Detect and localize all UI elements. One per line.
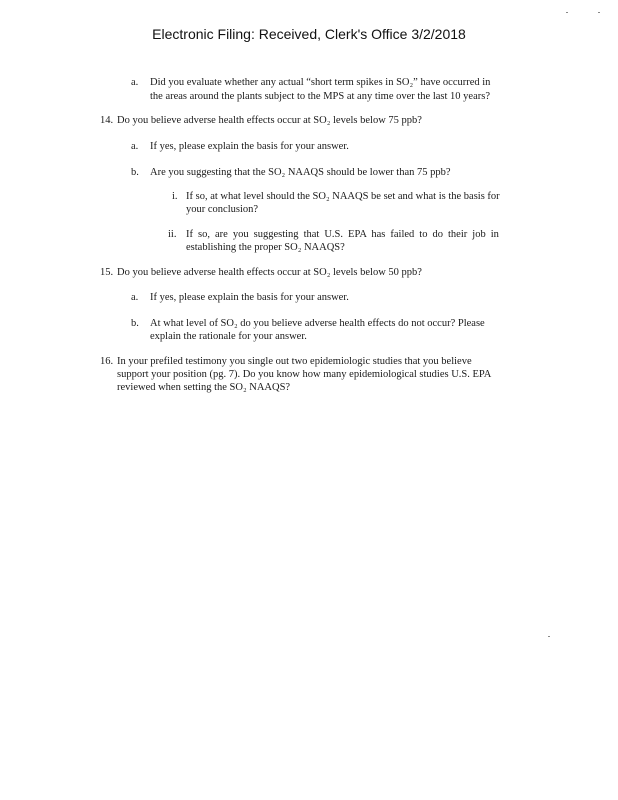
question-text: reviewed when setting the SO₂ NAAQS?	[117, 382, 291, 393]
question-text: If so, at what level should the SO₂ NAAQS be set and what is the basis for	[186, 191, 500, 202]
item-marker: b.	[131, 167, 139, 178]
question-number: 15.	[100, 267, 114, 278]
question-text: If yes, please explain the basis for your answer.	[150, 141, 349, 152]
item-marker: b.	[131, 318, 139, 329]
question-text: If yes, please explain the basis for your answer.	[150, 292, 349, 303]
item-marker: i.	[172, 191, 178, 202]
scan-speck	[566, 12, 568, 13]
question-text: Did you evaluate whether any actual “short term spikes in SO₂” have occurred in	[150, 77, 491, 88]
question-number: 16.	[100, 356, 114, 367]
question-text: Do you believe adverse health effects occur at SO₂ levels below 75 ppb?	[117, 115, 422, 126]
question-text: At what level of SO₂ do you believe adverse health effects do not occur? Please	[150, 318, 485, 329]
question-text: support your position (pg. 7). Do you know how many epidemiological studies U.S. EPA	[117, 369, 492, 380]
question-number: 14.	[100, 115, 114, 126]
item-marker: a.	[131, 292, 139, 303]
question-text: In your prefiled testimony you single out two epidemiologic studies that you believe	[117, 356, 472, 367]
scan-speck	[548, 636, 550, 637]
filing-stamp: Electronic Filing: Received, Clerk's Office 3/2/2018	[152, 26, 466, 42]
question-text: If so, are you suggesting that U.S. EPA has failed to do their job in	[186, 229, 499, 240]
question-text: establishing the proper SO₂ NAAQS?	[186, 242, 345, 253]
scan-speck	[598, 12, 600, 13]
item-marker: ii.	[168, 229, 177, 240]
question-text: explain the rationale for your answer.	[150, 331, 307, 342]
item-marker: a.	[131, 77, 139, 88]
question-text: the areas around the plants subject to the MPS at any time over the last 10 years?	[150, 91, 490, 102]
question-text: your conclusion?	[186, 204, 259, 215]
question-text: Are you suggesting that the SO₂ NAAQS should be lower than 75 ppb?	[150, 167, 451, 178]
item-marker: a.	[131, 141, 139, 152]
question-text: Do you believe adverse health effects occur at SO₂ levels below 50 ppb?	[117, 267, 422, 278]
